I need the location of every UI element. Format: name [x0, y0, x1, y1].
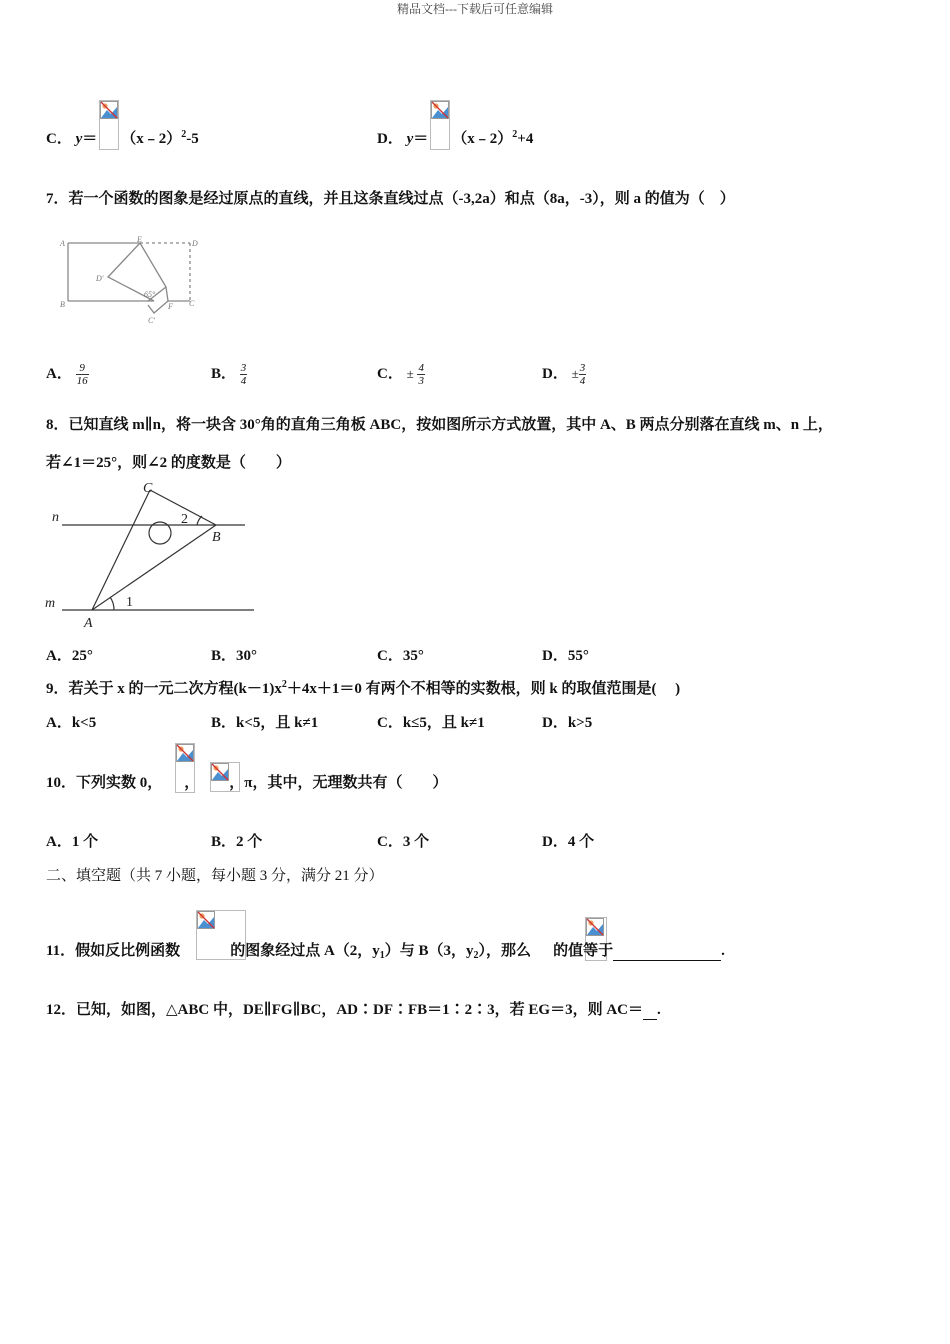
- q7-folded-rectangle-figure: [56, 235, 206, 325]
- q6-option-c[interactable]: [46, 127, 199, 148]
- stem-text: 的值等于: [553, 943, 614, 959]
- option-text: k>5: [567, 715, 593, 731]
- q11-stem: [46, 939, 725, 961]
- q8-option-a[interactable]: [46, 644, 93, 665]
- option-text: k<5: [71, 715, 97, 731]
- subscript: 2: [473, 950, 479, 961]
- angle-label: 1: [126, 595, 133, 610]
- point-label: C: [143, 481, 153, 496]
- stem-text: ）与 B（3，y: [384, 943, 474, 959]
- denominator: 3: [418, 375, 424, 388]
- point-label: D: [192, 239, 198, 248]
- answer-blank[interactable]: [643, 1002, 657, 1020]
- point-label: D': [96, 274, 104, 283]
- point-label: C: [189, 299, 195, 308]
- fraction: [240, 362, 248, 387]
- broken-image-icon: [431, 101, 449, 119]
- plus-minus: ±: [571, 366, 579, 381]
- option-label: C．: [377, 834, 403, 850]
- option-text: k<5，且 k≠1: [236, 715, 319, 731]
- q9-option-b[interactable]: [211, 711, 318, 732]
- q8-stem-line2: 若∠1＝25°，则∠2 的度数是（ ）: [46, 455, 291, 471]
- option-text: 55°: [567, 648, 589, 664]
- angle-label: 2: [181, 512, 188, 527]
- option-label: D．: [542, 715, 568, 731]
- option-label: B．: [211, 366, 237, 382]
- option-label: C．: [46, 131, 72, 147]
- plus-minus: ±: [406, 366, 414, 381]
- point-label: A: [84, 616, 93, 630]
- option-label: C．: [377, 715, 403, 731]
- option-label: C．: [377, 648, 403, 664]
- angle-label: 65°: [144, 290, 156, 299]
- point-label: B: [60, 300, 65, 309]
- option-text: 25°: [71, 648, 93, 664]
- numerator: 4: [418, 362, 424, 375]
- expression-end: -5: [186, 131, 199, 147]
- stem-text: 12．已知，如图，△ABC 中，DE∥FG∥BC，AD∶DF∶FB＝1∶2∶3，若 EG＝3，则 AC＝: [46, 1002, 644, 1018]
- line-label: n: [52, 510, 59, 525]
- var-y: y: [406, 131, 414, 147]
- point-label: E: [137, 235, 142, 244]
- option-text: 35°: [402, 648, 424, 664]
- q6-option-d[interactable]: [377, 127, 533, 148]
- q8-option-b[interactable]: [211, 644, 257, 665]
- q10-option-a[interactable]: [46, 830, 98, 851]
- q10-option-d[interactable]: [542, 830, 594, 851]
- stem-text: ，π，其中，无理数共有（ ）: [229, 775, 448, 791]
- q12-stem: [46, 998, 661, 1020]
- option-label: B．: [211, 648, 237, 664]
- q8-stem-line1: 8．已知直线 m∥n，将一块含 30°角的直角三角板 ABC，按如图所示方式放置，其中 A、B 两点分别落在直线 m、n 上，: [46, 417, 833, 433]
- option-label: A．: [46, 366, 72, 382]
- fraction: [76, 362, 89, 387]
- var-y: y: [75, 131, 83, 147]
- point-label: B: [212, 530, 221, 545]
- option-text: 1 个: [71, 834, 99, 850]
- equals-sign: ＝: [413, 131, 429, 147]
- q7-option-c[interactable]: [377, 362, 425, 387]
- option-text: k≤5，且 k≠1: [402, 715, 485, 731]
- q9-option-d[interactable]: [542, 711, 592, 732]
- option-label: B．: [211, 834, 237, 850]
- stem-text: ），那么: [478, 943, 532, 959]
- q7-option-a[interactable]: [46, 362, 89, 387]
- period: .: [657, 1002, 661, 1018]
- numerator: 3: [579, 362, 586, 375]
- q8-option-c[interactable]: [377, 644, 424, 665]
- denominator: 16: [76, 375, 88, 388]
- denominator: 4: [579, 375, 586, 388]
- option-label: A．: [46, 715, 72, 731]
- exponent: 2: [181, 129, 187, 140]
- q10-option-c[interactable]: [377, 830, 429, 851]
- expression: （x﹣2）: [452, 131, 513, 147]
- option-label: D．: [542, 834, 568, 850]
- stem-text: ＋4x＋1＝0 有两个不相等的实数根，则 k 的取值范围是( ): [286, 681, 681, 697]
- stem-text: 9．若关于 x 的一元二次方程(k－1)x: [46, 681, 282, 697]
- q10-option-b[interactable]: [211, 830, 262, 851]
- broken-image-icon: [197, 911, 215, 929]
- q7-stem: 7．若一个函数的图象是经过原点的直线，并且这条直线过点（-3,2a）和点（8a，-3），则 a 的值为（ ）: [46, 191, 735, 207]
- q7-option-b[interactable]: [211, 362, 247, 387]
- expression-end: +4: [517, 131, 534, 147]
- option-label: D．: [542, 648, 568, 664]
- option-label: A．: [46, 834, 72, 850]
- numerator: 3: [240, 362, 247, 375]
- option-label: B．: [211, 715, 237, 731]
- option-label: D．: [542, 366, 568, 382]
- numerator: 9: [76, 362, 89, 375]
- option-text: 2 个: [236, 834, 263, 850]
- q9-stem: [46, 677, 680, 698]
- q9-option-c[interactable]: [377, 711, 485, 732]
- broken-image-icon: [586, 918, 604, 936]
- option-text: 4 个: [567, 834, 595, 850]
- separator: ，: [184, 775, 200, 791]
- option-text: 30°: [236, 648, 258, 664]
- equals-sign: ＝: [82, 131, 98, 147]
- period: .: [721, 943, 725, 959]
- point-label: C': [148, 316, 156, 325]
- exponent: 2: [281, 679, 287, 690]
- option-label: D．: [377, 131, 403, 147]
- line-label: m: [45, 596, 56, 611]
- q10-stem: [46, 771, 448, 792]
- page-header: 精品文档---下载后可任意编辑: [397, 2, 553, 16]
- broken-image-icon: [176, 744, 194, 762]
- fraction: [579, 362, 587, 387]
- option-text: 3 个: [402, 834, 430, 850]
- fraction: [417, 362, 425, 387]
- point-label: A: [60, 239, 65, 248]
- answer-blank[interactable]: [613, 943, 721, 961]
- q9-option-a[interactable]: [46, 711, 96, 732]
- expression: （x﹣2）: [121, 131, 182, 147]
- broken-image-icon: [100, 101, 118, 119]
- denominator: 4: [240, 375, 247, 388]
- option-label: A．: [46, 648, 72, 664]
- q7-option-d[interactable]: [542, 362, 586, 387]
- stem-text: 10．下列实数 0，: [46, 775, 163, 791]
- stem-text: 11．假如反比例函数: [46, 943, 181, 959]
- q8-parallel-lines-figure: [40, 478, 260, 630]
- stem-text: 的图象经过点 A（2，y: [230, 943, 380, 959]
- point-label: F: [168, 302, 173, 311]
- exponent: 2: [512, 129, 518, 140]
- section-title: 二、填空题（共 7 小题，每小题 3 分，满分 21 分）: [46, 868, 384, 884]
- option-label: C．: [377, 366, 403, 382]
- q8-option-d[interactable]: [542, 644, 589, 665]
- subscript: 1: [379, 950, 385, 961]
